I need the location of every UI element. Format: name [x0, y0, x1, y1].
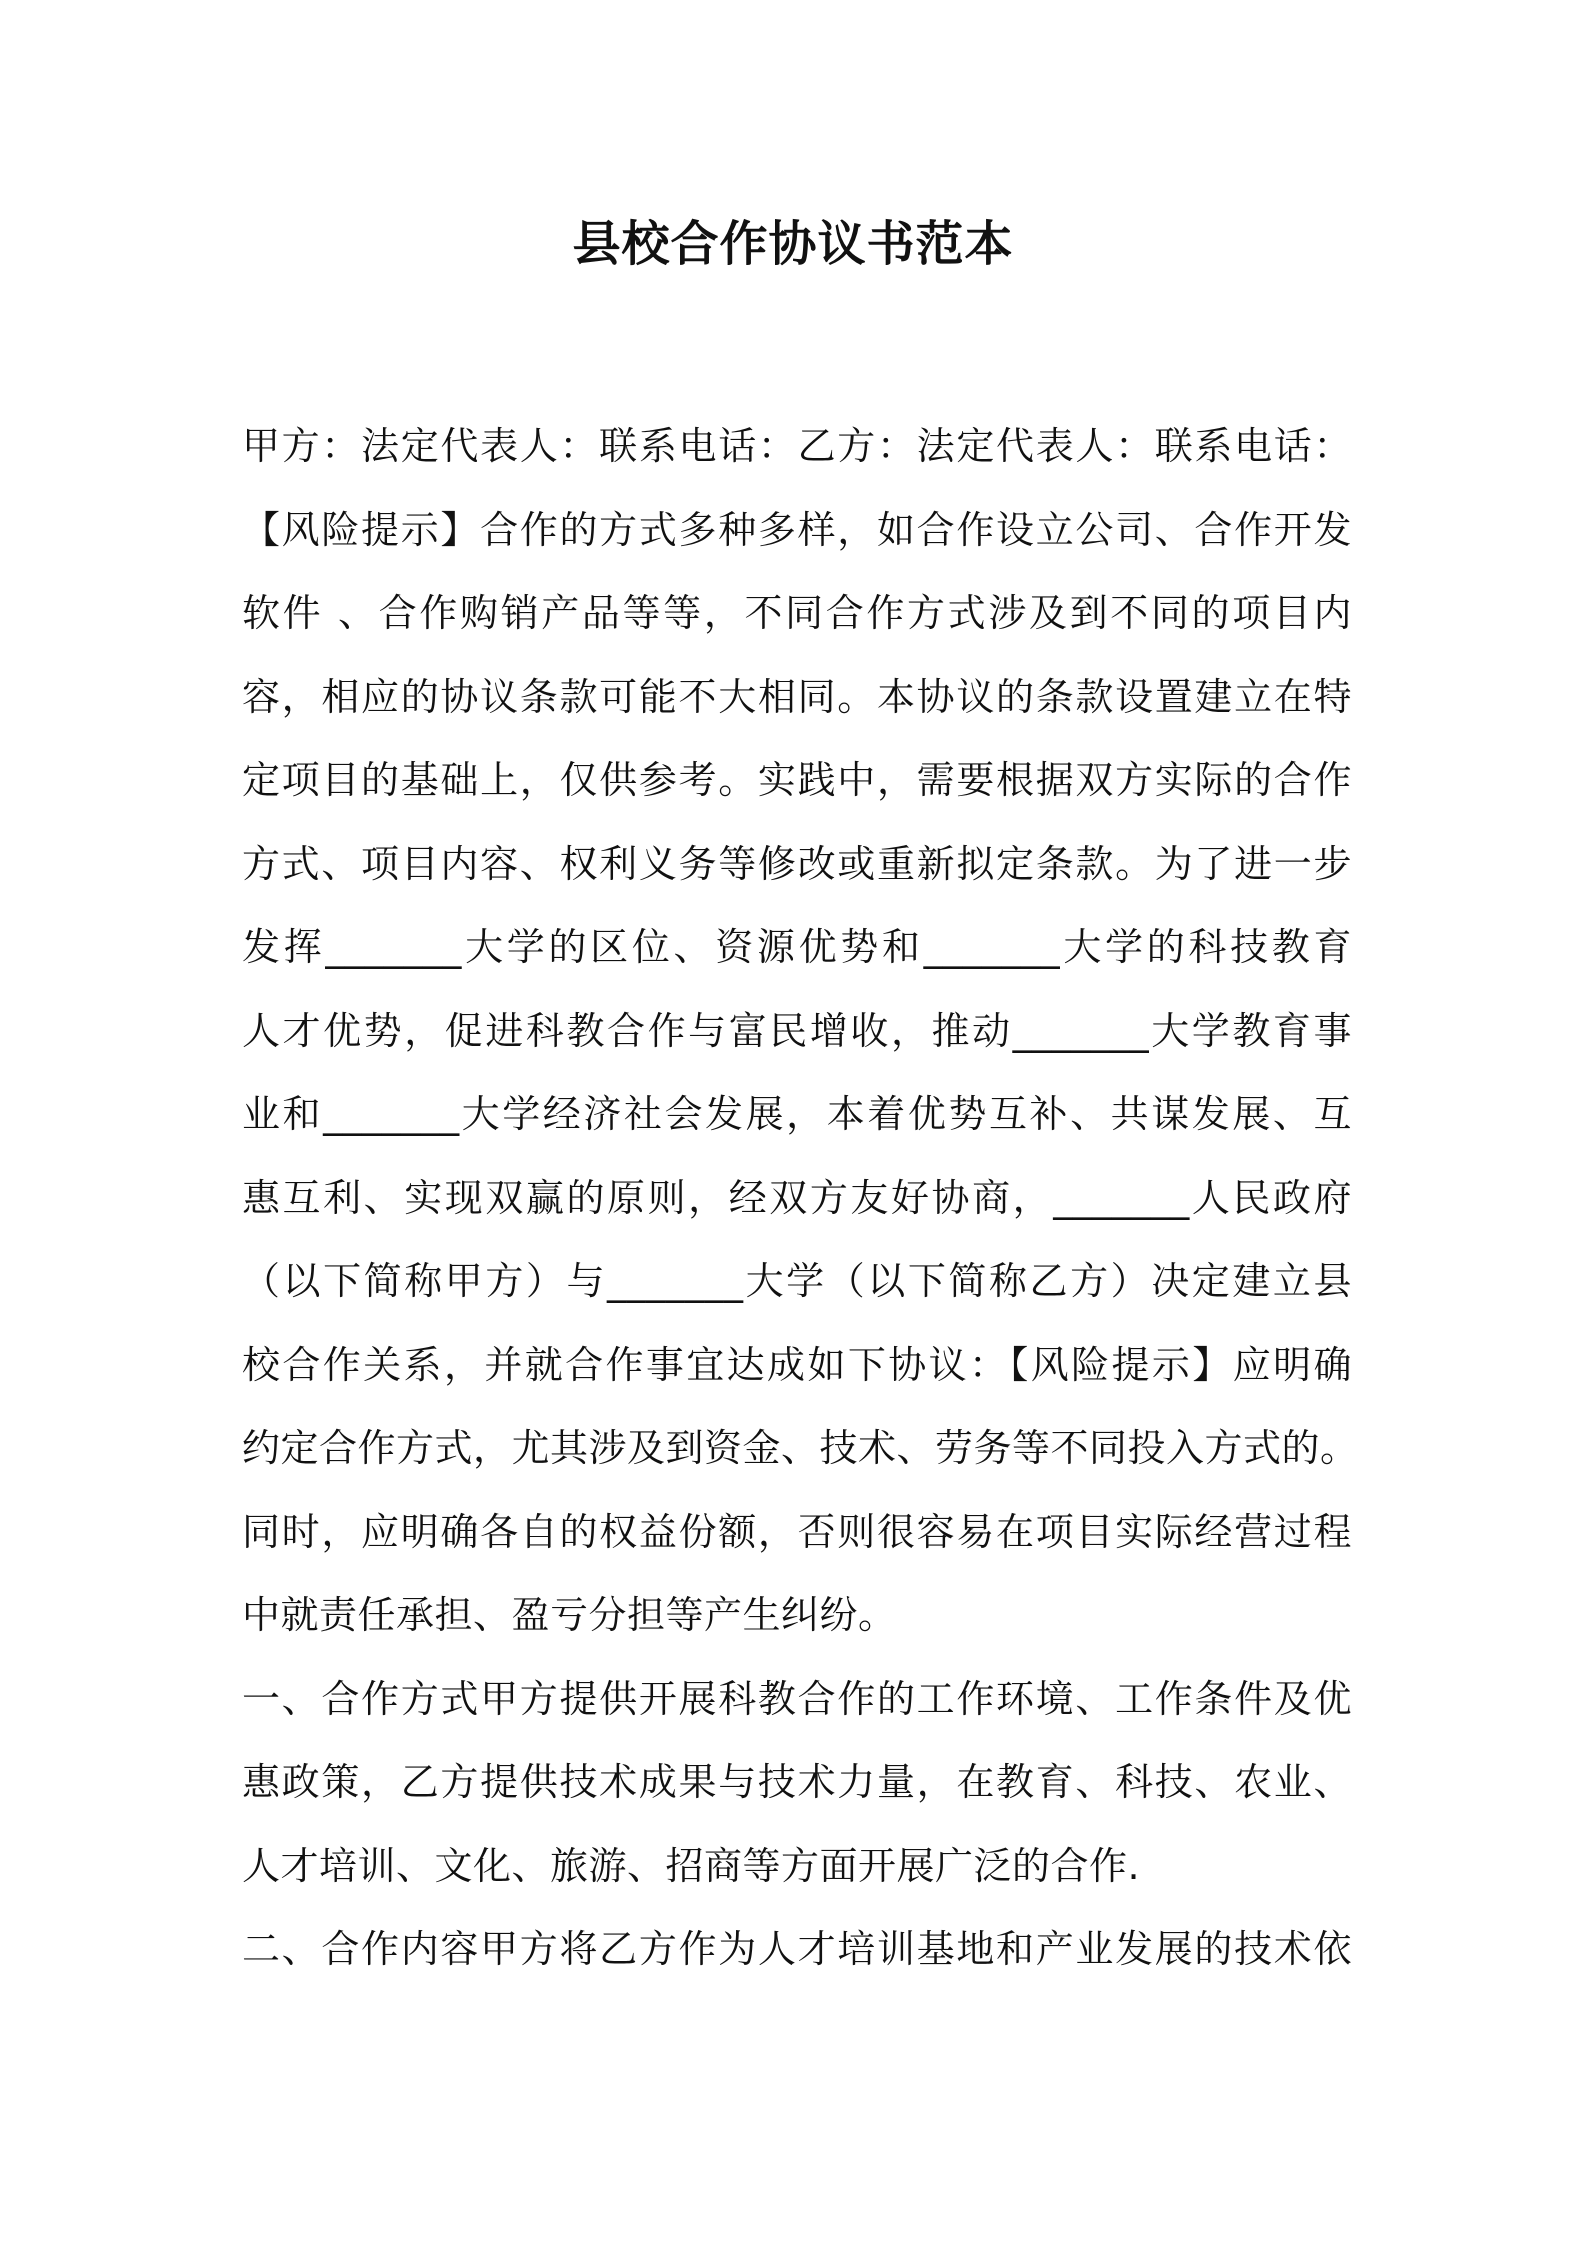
body-line-19: 二、合作内容甲方将乙方作为人才培训基地和产业发展的技术依	[242, 1927, 1352, 1971]
body-line-12: 校合作关系，并就合作事宜达成如下协议：【风险提示】应明确	[242, 1342, 1352, 1387]
body-line-16: 一、合作方式甲方提供开展科教合作的工作环境、工作条件及优	[242, 1676, 1352, 1721]
body-line-10: 惠互利、实现双赢的原则，经双方友好协商，_______人民政府	[242, 1175, 1352, 1220]
body-line-5: 定项目的基础上，仅供参考。实践中，需要根据双方实际的合作	[242, 758, 1352, 802]
body-line-15: 中就责任承担、盈亏分担等产生纠纷。	[242, 1593, 897, 1637]
body-line-9: 业和_______大学经济社会发展，本着优势互补、共谋发展、互	[242, 1092, 1352, 1136]
document-title: 县校合作协议书范本	[572, 216, 1014, 272]
body-line-4: 容，相应的协议条款可能不大相同。本协议的条款设置建立在特	[242, 674, 1352, 719]
document-body	[242, 405, 1359, 1992]
body-line-1: 甲方：法定代表人：联系电话：乙方：法定代表人：联系电话：	[242, 424, 1352, 468]
body-line-17: 惠政策，乙方提供技术成果与技术力量，在教育、科技、农业、	[242, 1760, 1352, 1804]
body-line-6: 方式、项目内容、权利义务等修改或重新拟定条款。为了进一步	[242, 841, 1352, 886]
body-line-3: 软件 、合作购销产品等等，不同合作方式涉及到不同的项目内	[242, 591, 1352, 635]
body-line-2: 【风险提示】合作的方式多种多样，如合作设立公司、合作开发	[242, 507, 1352, 552]
body-line-8: 人才优势，促进科教合作与富民增收，推动_______大学教育事	[242, 1008, 1352, 1053]
body-line-13: 约定合作方式，尤其涉及到资金、技术、劳务等不同投入方式的。	[242, 1426, 1359, 1470]
body-line-18: 人才培训、文化、旅游、招商等方面开展广泛的合作.	[242, 1843, 1141, 1888]
body-line-14: 同时，应明确各自的权益份额，否则很容易在项目实际经营过程	[242, 1509, 1352, 1554]
body-line-11: （以下简称甲方）与_______大学（以下简称乙方）决定建立县	[242, 1259, 1352, 1303]
body-line-7: 发挥_______大学的区位、资源优势和_______大学的科技教育	[242, 925, 1352, 969]
